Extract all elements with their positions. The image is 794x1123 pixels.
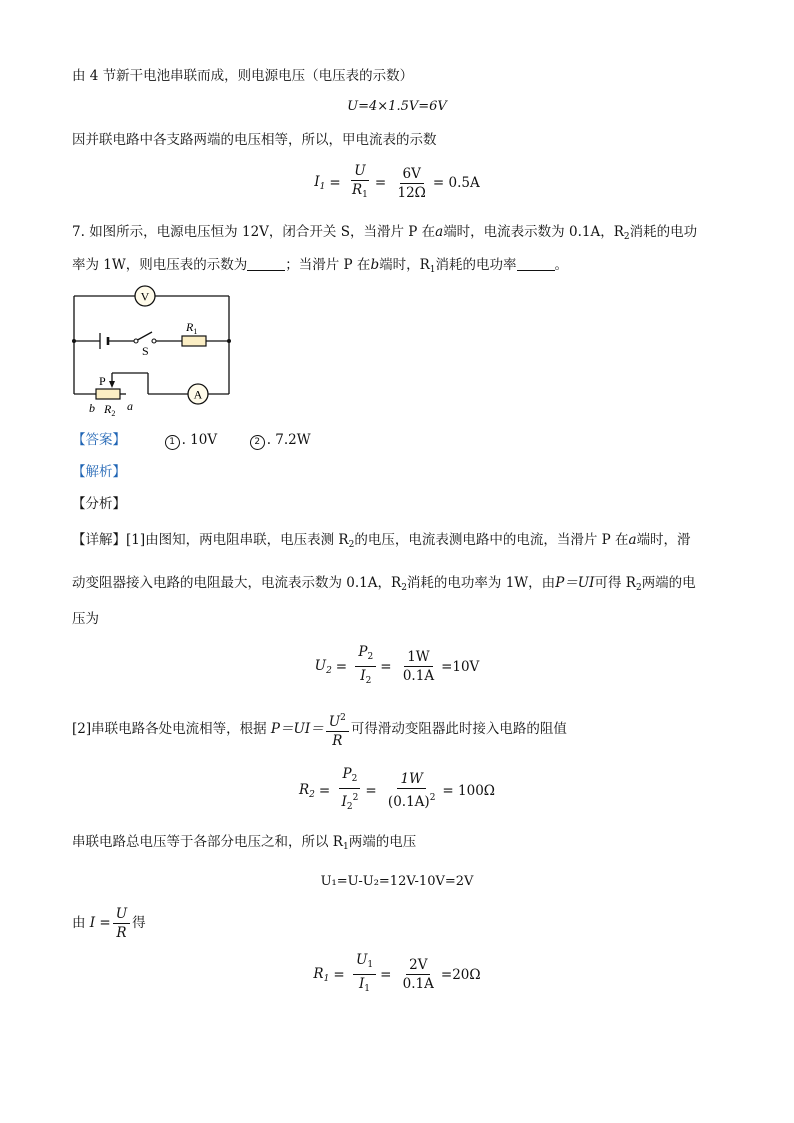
rheostat-r2-icon xyxy=(96,389,120,399)
rheostat-r2-label: $R_2$ xyxy=(104,402,116,416)
resistor-r1-icon xyxy=(182,336,206,346)
end-b-label: b xyxy=(89,401,95,415)
question-7-line-1: 7. 如图所示，电源电压恒为 12V，闭合开关 S，当滑片 P 在a端时，电流表示数为 0.1A，$R_2$消耗的电功 xyxy=(72,224,698,242)
answer-blank-1 xyxy=(247,258,285,271)
detail-line-1: 【详解】[1]由图知，两电阻串联，电压表测 $R_2$的电压，电流表测电路中的电流，当滑片 P 在a端时，滑 xyxy=(72,532,691,550)
slider-arrow-icon xyxy=(109,381,115,388)
analysis-label: 【解析】 xyxy=(72,464,126,480)
answer-label: 【答案】 xyxy=(72,432,126,448)
detail-line-4: [2]串联电路各处电流相等，根据 P＝UI＝ $\frac{U^2}{R}$ 可得滑动变阻器此时接入电路的阻值 xyxy=(72,710,567,749)
answer-marker-2: 2 xyxy=(250,435,265,450)
voltmeter-label: V xyxy=(140,289,150,304)
equation-u2: $U_2$ = $\frac{P_2}{I_2}$ = $\frac{1W}{0.1A}$ =10V xyxy=(314,644,480,686)
fenxi-label: 【分析】 xyxy=(72,496,126,512)
question-7-line-2: 率为 1W，则电压表的示数为 ；当滑片 P 在b端时，$R_1$消耗的电功率 。 xyxy=(72,257,568,275)
slider-p-label: P xyxy=(99,374,106,388)
intro-line-1: 由 4 节新干电池串联而成，则电源电压（电压表的示数） xyxy=(72,68,414,84)
equation-current-i1: $I_1$ = $\frac{U}{R_1}$ = $\frac{6V}{12\Omega}$ = 0.5A xyxy=(314,163,480,201)
answer-row: 【答案】 1 . 10V 2 . 7.2W xyxy=(72,432,311,448)
intro-line-2: 因并联电路中各支路两端的电压相等，所以，甲电流表的示数 xyxy=(72,132,437,148)
equation-voltage: U=4×1.5V=6V xyxy=(347,99,447,114)
detail-line-2: 动变阻器接入电路的电阻最大，电流表示数为 0.1A，$R_2$消耗的电功率为 1W，由P＝UI可得 $R_2$两端的电 xyxy=(72,575,696,593)
answer-marker-1: 1 xyxy=(165,435,180,450)
equation-r1: $R_1$ = $\frac{U_1}{I_1}$ = $\frac{2V}{0.1A}$ =20Ω xyxy=(313,952,481,994)
end-a-label: a xyxy=(127,399,133,413)
ammeter-label: A xyxy=(193,387,203,402)
equation-u1: U₁=U-U₂=12V-10V=2V xyxy=(320,874,474,889)
circuit-diagram xyxy=(66,284,246,416)
detail-line-3: 压为 xyxy=(72,611,99,627)
resistor-r1-label: $R_1$ xyxy=(186,320,198,336)
detail-line-5: 串联电路总电压等于各部分电压之和，所以 $R_1$两端的电压 xyxy=(72,834,417,852)
detail-line-6: 由 I = $\frac{U}{R}$ 得 xyxy=(72,906,146,941)
equation-r2: $R_2$ = $\frac{P_2}{I_2^2}$ = $\frac{1W}{(0.1A)^2}$ = 100Ω xyxy=(298,766,495,812)
answer-blank-2 xyxy=(517,258,555,271)
switch-label: S xyxy=(142,344,149,358)
